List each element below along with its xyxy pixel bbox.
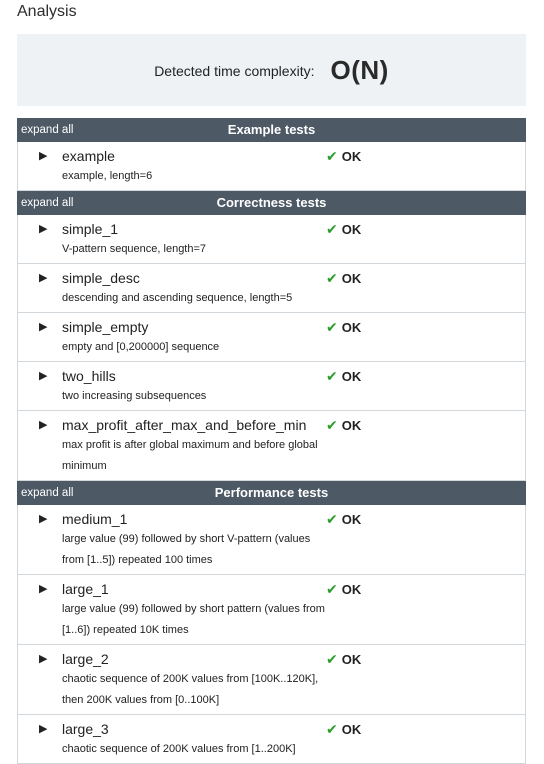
triangle-right-icon[interactable]: ▶ xyxy=(39,653,48,665)
complexity-value: O(N) xyxy=(330,54,389,85)
check-icon: ✔ xyxy=(326,221,338,237)
test-row[interactable] xyxy=(17,505,526,575)
test-status xyxy=(326,580,361,599)
test-row[interactable] xyxy=(17,362,526,411)
test-description: example, length=6 xyxy=(62,170,153,182)
check-icon: ✔ xyxy=(326,511,338,527)
check-icon: ✔ xyxy=(326,368,338,384)
check-icon: ✔ xyxy=(326,148,338,164)
test-status xyxy=(326,650,361,669)
test-row[interactable] xyxy=(17,215,526,264)
test-name: medium_1 xyxy=(62,511,128,527)
status-text: OK xyxy=(341,722,362,737)
triangle-right-icon[interactable]: ▶ xyxy=(39,513,48,525)
expand-all-link[interactable]: expand all xyxy=(21,124,74,136)
expand-all-link[interactable]: expand all xyxy=(21,487,74,499)
section-title: Performance tests xyxy=(214,485,329,500)
triangle-right-icon[interactable]: ▶ xyxy=(39,723,48,735)
test-row[interactable] xyxy=(17,575,526,645)
check-icon: ✔ xyxy=(326,319,338,335)
test-row[interactable] xyxy=(17,313,526,362)
status-text: OK xyxy=(341,320,362,335)
test-name: simple_desc xyxy=(62,270,140,286)
section-header xyxy=(17,118,526,142)
status-text: OK xyxy=(341,369,362,384)
triangle-right-icon[interactable]: ▶ xyxy=(39,370,48,382)
triangle-right-icon[interactable]: ▶ xyxy=(39,150,48,162)
test-description: chaotic sequence of 200K values from [1..200K] xyxy=(62,743,296,755)
triangle-right-icon[interactable]: ▶ xyxy=(39,223,48,235)
check-icon: ✔ xyxy=(326,581,338,597)
check-icon: ✔ xyxy=(326,417,338,433)
test-row[interactable] xyxy=(17,142,526,191)
status-text: OK xyxy=(341,582,362,597)
test-status xyxy=(326,720,361,739)
analysis-title: Analysis xyxy=(17,3,77,20)
section-title: Example tests xyxy=(227,122,316,137)
section-header xyxy=(17,191,526,215)
test-description: empty and [0,200000] sequence xyxy=(62,341,220,353)
test-name: simple_empty xyxy=(62,319,149,335)
test-description: large value (99) followed by short pattern (values from [1..6]) repeated 10K times xyxy=(62,603,325,636)
test-row[interactable] xyxy=(17,411,526,481)
status-text: OK xyxy=(341,652,362,667)
test-description: max profit is after global maximum and before global minimum xyxy=(62,439,318,472)
section-header xyxy=(17,481,526,505)
check-icon: ✔ xyxy=(326,270,338,286)
status-text: OK xyxy=(341,222,362,237)
test-status xyxy=(326,269,361,288)
test-status xyxy=(326,367,361,386)
test-status xyxy=(326,416,361,435)
test-description: large value (99) followed by short V-pattern (values from [1..5]) repeated 100 times xyxy=(62,533,311,566)
status-text: OK xyxy=(341,271,362,286)
test-name: large_3 xyxy=(62,721,109,737)
test-name: max_profit_after_max_and_before_min xyxy=(62,417,307,433)
test-status xyxy=(326,318,361,337)
test-name: large_2 xyxy=(62,651,109,667)
test-name: example xyxy=(62,148,115,164)
test-status xyxy=(326,220,361,239)
test-status xyxy=(326,147,361,166)
complexity-panel xyxy=(17,34,526,106)
test-description: descending and ascending sequence, length=5 xyxy=(62,292,293,304)
test-description: V-pattern sequence, length=7 xyxy=(62,243,207,255)
test-description: two increasing subsequences xyxy=(62,390,207,402)
test-row[interactable] xyxy=(17,645,526,715)
triangle-right-icon[interactable]: ▶ xyxy=(39,272,48,284)
triangle-right-icon[interactable]: ▶ xyxy=(39,419,48,431)
check-icon: ✔ xyxy=(326,651,338,667)
test-row[interactable] xyxy=(17,264,526,313)
status-text: OK xyxy=(341,512,362,527)
test-name: simple_1 xyxy=(62,221,119,237)
triangle-right-icon[interactable]: ▶ xyxy=(39,321,48,333)
test-description: chaotic sequence of 200K values from [100K..120K], then 200K values from [0..100K] xyxy=(62,673,319,706)
test-results xyxy=(17,118,526,764)
expand-all-link[interactable]: expand all xyxy=(21,197,74,209)
test-name: large_1 xyxy=(62,581,109,597)
check-icon: ✔ xyxy=(326,721,338,737)
section-title: Correctness tests xyxy=(216,195,327,210)
test-row[interactable] xyxy=(17,715,526,764)
status-text: OK xyxy=(341,149,362,164)
triangle-right-icon[interactable]: ▶ xyxy=(39,583,48,595)
test-status xyxy=(326,510,361,529)
test-name: two_hills xyxy=(62,368,116,384)
status-text: OK xyxy=(341,418,362,433)
complexity-label: Detected time complexity: xyxy=(154,63,315,79)
